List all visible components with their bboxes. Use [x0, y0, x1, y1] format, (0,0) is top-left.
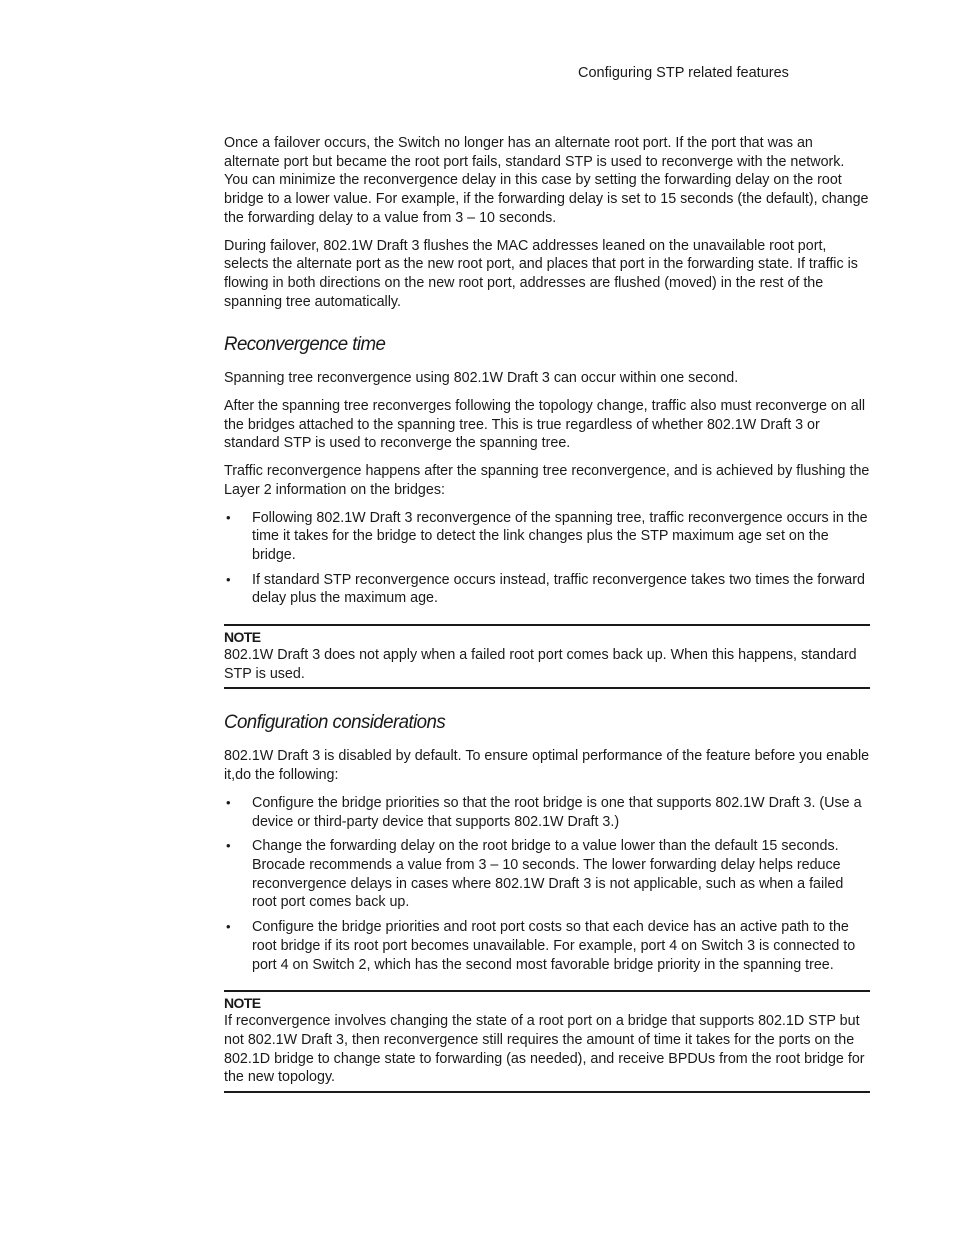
bullet-icon: • — [226, 919, 231, 935]
running-header: Configuring STP related features — [578, 65, 789, 81]
bullet-icon: • — [226, 571, 231, 587]
list-item — [224, 837, 870, 912]
list-item-text: If standard STP reconvergence occurs instead, traffic reconvergence takes two times the forward delay plus the maximum age. — [252, 571, 865, 607]
list-item — [224, 571, 870, 608]
list-item-text: Following 802.1W Draft 3 reconvergence of the spanning tree, traffic reconvergence occurs in the time it takes for the bridge to detect the link changes plus the STP maximum age set on the bridge. — [252, 509, 868, 563]
paragraph: After the spanning tree reconverges following the topology change, traffic also must reconverge on all the bridges attached to the spanning tree. This is true regardless of whether 802.1W Draft 3 or standard STP is used to reconverge the spanning tree. — [224, 398, 866, 452]
section-heading-reconvergence-time: Reconvergence time — [224, 333, 386, 356]
list-item-text: Change the forwarding delay on the root bridge to a value lower than the default 15 seconds. Brocade recommends a value from 3 – 10 seconds. The lower forwarding delay helps reduce reconvergence delays in cases where 802.1W Draft 3 is not applicable, such as when a failed root port comes back up. — [252, 838, 844, 911]
bullet-icon: • — [226, 509, 231, 525]
note-text: 802.1W Draft 3 does not apply when a failed root port comes back up. When this happens, standard STP is used. — [224, 647, 857, 682]
list-item-text: Configure the bridge priorities so that the root bridge is one that supports 802.1W Draft 3. (Use a device or third-party device that supports 802.1W Draft 3.) — [252, 794, 862, 830]
note-label: NOTE — [224, 995, 261, 1012]
list-item — [224, 794, 870, 831]
section-heading-configuration-considerations: Configuration considerations — [224, 711, 446, 734]
paragraph: Spanning tree reconvergence using 802.1W Draft 3 can occur within one second. — [224, 370, 739, 387]
page-content — [224, 134, 870, 1107]
note-label: NOTE — [224, 629, 261, 646]
bullet-icon: • — [226, 794, 231, 810]
list-item — [224, 918, 870, 974]
list-item — [224, 509, 870, 565]
bullet-list — [224, 509, 870, 609]
paragraph: 802.1W Draft 3 is disabled by default. To ensure optimal performance of the feature before you enable it,do the following: — [224, 748, 870, 784]
intro-paragraph: During failover, 802.1W Draft 3 flushes the MAC addresses leaned on the unavailable root port, selects the alternate port as the new root port, and places that port in the forwarding state. If traffic is flowing in both directions on the new root port, addresses are flushed (moved) in the rest of the spanning tree automatically. — [224, 237, 858, 310]
note-box — [224, 990, 870, 1093]
intro-paragraph: Once a failover occurs, the Switch no longer has an alternate root port. If the port that was an alternate port but became the root port fails, standard STP is used to reconverge with the network. You can minimize the reconvergence delay in this case by setting the forwarding delay on the root bridge to a lower value. For example, if the forwarding delay is set to 15 seconds (the default), change the forwarding delay to a value from 3 – 10 seconds. — [224, 135, 869, 226]
note-text: If reconvergence involves changing the state of a root port on a bridge that supports 802.1D STP but not 802.1W Draft 3, then reconvergence still requires the amount of time it takes for the ports on the 802.1D bridge to change state to forwarding (as needed), and receive BPDUs from the root bridge for the new topology. — [224, 1013, 865, 1086]
bullet-icon: • — [226, 838, 231, 854]
note-box — [224, 624, 870, 689]
paragraph: Traffic reconvergence happens after the spanning tree reconvergence, and is achieved by flushing the Layer 2 information on the bridges: — [224, 463, 870, 498]
bullet-list — [224, 794, 870, 974]
list-item-text: Configure the bridge priorities and root port costs so that each device has an active path to the root bridge if its root port becomes unavailable. For example, port 4 on Switch 3 is connected to port 4 on Switch 2, which has the second most favorable bridge priority in the spanning tree. — [252, 919, 856, 973]
